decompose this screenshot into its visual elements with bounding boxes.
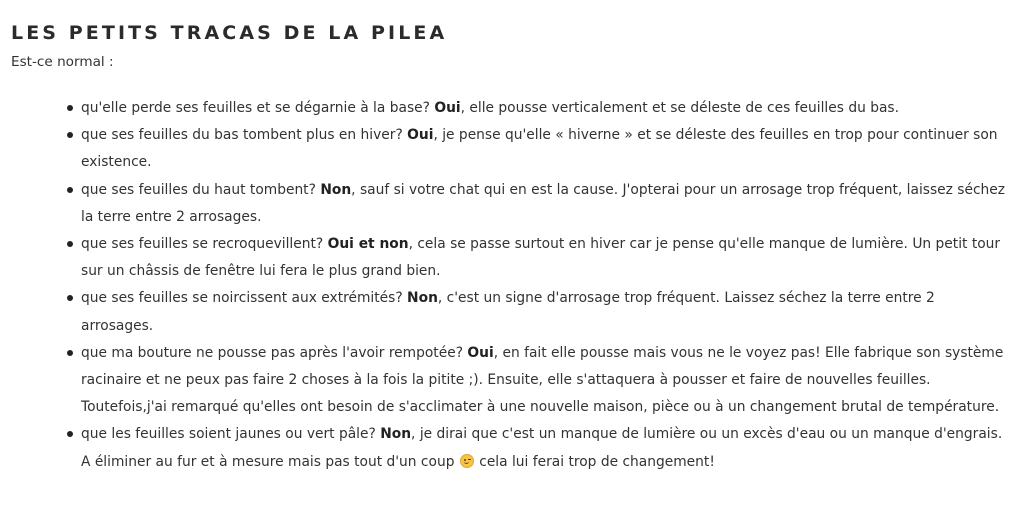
article — [11, 0, 1006, 476]
list-item: que ma bouture ne pousse pas après l'avoir rempotée? Oui, en fait elle pousse mais vous ne le voyez pas! Elle fabrique son système racinaire et ne peux pas faire 2 choses à la fois la pitite ;). Ensuite, elle s'attaquera à pousser et faire de nouvelles feuilles. Toutefois,j'ai remarqué qu'elles ont besoin de s'acclimater à une nouvelle maison, pièce ou à un changement brutal de température. — [67, 340, 1006, 422]
section-heading: LES PETITS TRACAS DE LA PILEA — [11, 22, 448, 44]
answer-label: Oui — [467, 344, 494, 361]
winking-face-icon — [460, 454, 474, 468]
bullet-icon — [67, 431, 73, 437]
bullet-icon — [67, 105, 73, 111]
answer-label: Non — [320, 181, 352, 198]
list-item: qu'elle perde ses feuilles et se dégarnie à la base? Oui, elle pousse verticalement et se déleste de ces feuilles du bas. — [67, 95, 1006, 122]
bullet-icon — [67, 132, 73, 138]
answer-label: Oui — [434, 100, 461, 116]
bullet-icon — [67, 295, 73, 301]
intro-text: Est-ce normal : — [11, 54, 114, 70]
answer-label: Oui — [407, 127, 434, 144]
list-item: que ses feuilles se recroquevillent? Oui et non, cela se passe surtout en hiver car je pense qu'elle manque de lumière. Un petit tour sur un châssis de fenêtre lui fera le plus grand bien. — [67, 231, 1006, 285]
list-item: que ses feuilles du haut tombent? Non, sauf si votre chat qui en est la cause. J'opterai pour un arrosage trop fréquent, laissez séchez la terre entre 2 arrosages. — [67, 177, 1006, 231]
list-item: que les feuilles soient jaunes ou vert pâle? Non, je dirai que c'est un manque de lumière ou un excès d'eau ou un manque d'engrais. A éliminer au fur et à mesure mais pas tout d'un coup cela lui ferai trop de changement! — [67, 421, 1006, 475]
answer-label: Oui et non — [327, 236, 409, 253]
answer-label: Non — [380, 426, 412, 443]
answer-label: Non — [407, 290, 438, 307]
bullet-icon — [67, 241, 73, 247]
bullet-icon — [67, 187, 73, 193]
bullet-icon — [67, 350, 73, 356]
list-item: que ses feuilles du bas tombent plus en hiver? Oui, je pense qu'elle « hiverne » et se déleste des feuilles en trop pour continuer son existence. — [67, 122, 1006, 176]
faq-list — [11, 95, 1006, 476]
list-item: que ses feuilles se noircissent aux extrémités? Non, c'est un signe d'arrosage trop fréquent. Laissez séchez la terre entre 2 arrosages. — [67, 285, 1006, 339]
